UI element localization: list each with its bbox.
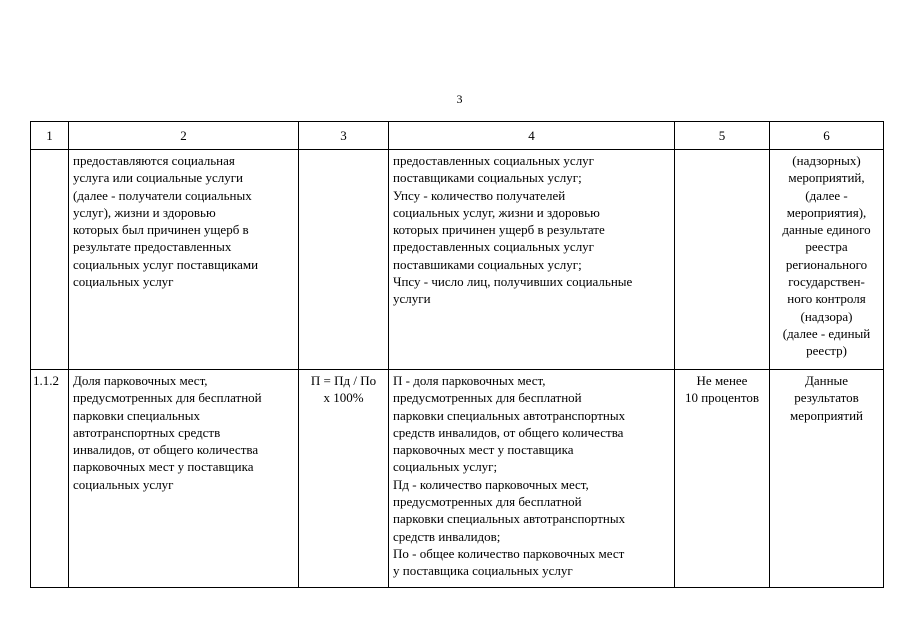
header-cell-6: 6 bbox=[770, 122, 884, 150]
header-cell-5: 5 bbox=[675, 122, 770, 150]
text-line: Чпсу - число лиц, получивших социальные bbox=[393, 274, 633, 290]
text-line: мероприятий bbox=[790, 407, 863, 423]
text-line: (далее - единый bbox=[782, 325, 871, 341]
text-line: х 100% bbox=[323, 390, 364, 406]
formula-cell bbox=[299, 370, 389, 588]
description-cell bbox=[389, 370, 675, 588]
indicator-name-cell bbox=[69, 150, 299, 370]
text-line: П = Пд / По bbox=[310, 373, 377, 388]
text-line: предусмотренных для бесплатной bbox=[393, 494, 582, 510]
text-line: Пд - количество парковочных мест, bbox=[393, 476, 589, 492]
text-line: Доля парковочных мест, bbox=[73, 373, 208, 388]
table-row bbox=[31, 370, 884, 588]
text-line: парковки специальных автотранспортных bbox=[393, 407, 626, 423]
text-line: ного контроля bbox=[787, 291, 866, 307]
text-line: предоставляются социальная bbox=[73, 153, 235, 168]
text-line: 10 процентов bbox=[684, 390, 760, 406]
table-header-row bbox=[31, 122, 884, 150]
text-line: реестр) bbox=[806, 343, 847, 359]
text-line: услуга или социальные услуги bbox=[73, 170, 244, 186]
target-value-cell bbox=[675, 370, 770, 588]
text-line: результате предоставленных bbox=[73, 239, 232, 255]
text-line: парковки специальных bbox=[73, 407, 200, 423]
text-line: социальных услуг bbox=[73, 476, 174, 492]
text-line: Данные bbox=[804, 373, 849, 388]
text-line: (надзора) bbox=[800, 308, 853, 324]
text-line: парковочных мест у поставщика bbox=[393, 442, 574, 458]
text-line: социальных услуг поставщиками bbox=[73, 256, 259, 272]
text-line: парковочных мест у поставщика bbox=[73, 459, 254, 475]
text-line: мероприятий, bbox=[788, 170, 865, 186]
text-line: средств инвалидов, от общего количества bbox=[393, 424, 624, 440]
header-cell-4: 4 bbox=[389, 122, 675, 150]
text-line: данные единого bbox=[782, 222, 871, 238]
text-line: средств инвалидов; bbox=[393, 528, 501, 544]
text-line: По - общее количество парковочных мест bbox=[393, 545, 625, 561]
text-line: предоставленных социальных услуг bbox=[393, 153, 595, 168]
data-source-cell bbox=[770, 370, 884, 588]
row-number-cell: 1.1.2 bbox=[31, 370, 69, 588]
text-line: социальных услуг; bbox=[393, 459, 498, 475]
text-line: инвалидов, от общего количества bbox=[73, 442, 259, 458]
text-line: мероприятия), bbox=[786, 204, 867, 220]
page-number: 3 bbox=[456, 92, 463, 106]
text-line: которых был причинен ущерб в bbox=[73, 222, 249, 238]
text-line: услуги bbox=[393, 291, 431, 307]
text-line: предоставленных социальных услуг bbox=[393, 239, 595, 255]
formula-cell bbox=[299, 150, 389, 370]
header-cell-1: 1 bbox=[31, 122, 69, 150]
indicator-name-cell bbox=[69, 370, 299, 588]
text-line: поставшиками социальных услуг; bbox=[393, 256, 582, 272]
text-line: (надзорных) bbox=[792, 153, 861, 168]
text-line: (далее - получатели социальных bbox=[73, 187, 252, 203]
indicators-table bbox=[30, 121, 884, 588]
text-line: Не менее bbox=[696, 373, 748, 388]
table-row bbox=[31, 150, 884, 370]
text-line: парковки специальных автотранспортных bbox=[393, 511, 626, 527]
text-line: государствен- bbox=[788, 274, 865, 290]
text-line: предусмотренных для бесплатной bbox=[73, 390, 262, 406]
text-line: у поставщика социальных услуг bbox=[393, 563, 573, 579]
header-cell-2: 2 bbox=[69, 122, 299, 150]
header-cell-3: 3 bbox=[299, 122, 389, 150]
text-line: Упсу - количество получателей bbox=[393, 187, 566, 203]
row-number-cell bbox=[31, 150, 69, 370]
text-line: предусмотренных для бесплатной bbox=[393, 390, 582, 406]
text-line: поставщиками социальных услуг; bbox=[393, 170, 582, 186]
description-cell bbox=[389, 150, 675, 370]
text-line: автотранспортных средств bbox=[73, 424, 221, 440]
text-line: (далее - bbox=[805, 187, 848, 203]
text-line: услуг), жизни и здоровью bbox=[73, 204, 216, 220]
text-line: П - доля парковочных мест, bbox=[393, 373, 546, 388]
text-line: социальных услуг, жизни и здоровью bbox=[393, 204, 600, 220]
text-line: социальных услуг bbox=[73, 274, 174, 290]
text-line: реестра bbox=[805, 239, 848, 255]
data-source-cell bbox=[770, 150, 884, 370]
target-value-cell bbox=[675, 150, 770, 370]
text-line: результатов bbox=[794, 390, 859, 406]
text-line: регионального bbox=[785, 256, 868, 272]
text-line: которых причинен ущерб в результате bbox=[393, 222, 605, 238]
